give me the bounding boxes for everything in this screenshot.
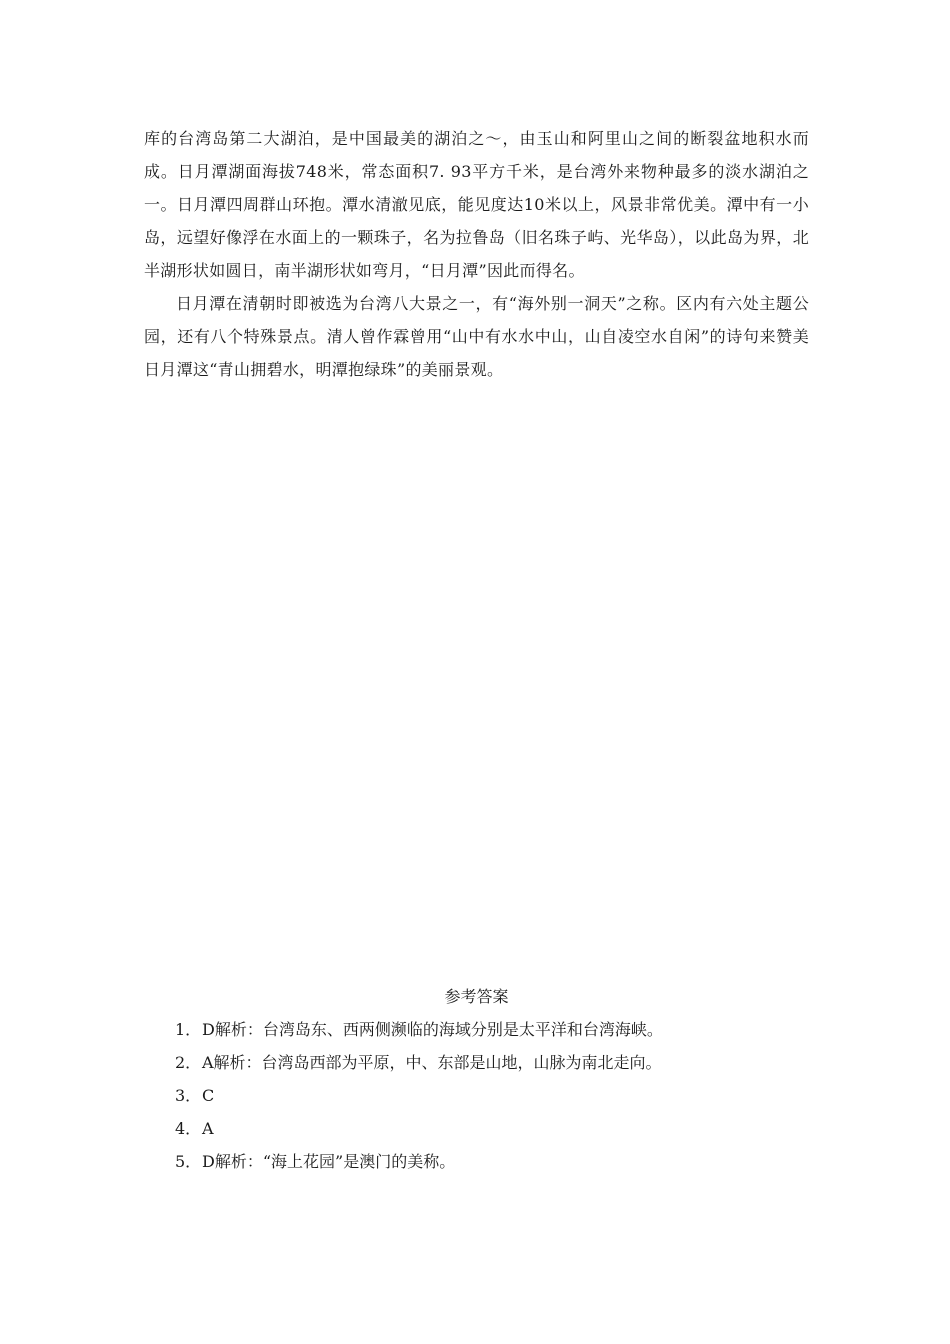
answer-number: 1． xyxy=(175,1020,202,1039)
answer-text: D解析：“海上花园”是澳门的美称。 xyxy=(202,1152,456,1171)
answer-number: 4． xyxy=(175,1119,202,1138)
answer-item-4 xyxy=(144,1112,809,1145)
answer-text: A解析：台湾岛西部为平原，中、东部是山地，山脉为南北走向。 xyxy=(202,1053,662,1072)
answer-item-5 xyxy=(144,1145,809,1178)
answer-text: D解析：台湾岛东、西两侧濒临的海域分别是太平洋和台湾海峡。 xyxy=(202,1020,663,1039)
article-paragraph-1: 库的台湾岛第二大湖泊，是中国最美的湖泊之～，由玉山和阿里山之间的断裂盆地积水而成。日月潭湖面海拔748米，常态面积7. 93平方千米，是台湾外来物种最多的淡水湖泊之一。日月潭四周群山环抱。潭水清澈见底，能见度达10米以上，风景非常优美。潭中有一小岛，远望好像浮在水面上的一颗珠子，名为拉鲁岛（旧名珠子屿、光华岛），以此岛为界，北半湖形状如圆日，南半湖形状如弯月，“日月潭”因此而得名。 xyxy=(144,129,809,280)
answer-number: 5． xyxy=(175,1152,202,1171)
answer-item-3 xyxy=(144,1079,809,1112)
answer-number: 2． xyxy=(175,1053,202,1072)
answer-text: C xyxy=(202,1086,215,1105)
article-body xyxy=(144,122,809,386)
answer-item-1 xyxy=(144,1013,809,1046)
answer-list xyxy=(144,1013,809,1178)
answer-section-title: 参考答案 xyxy=(444,987,509,1006)
answer-section xyxy=(144,980,809,1178)
answer-number: 3． xyxy=(175,1086,202,1105)
answer-text: A xyxy=(202,1119,214,1138)
answer-item-2 xyxy=(144,1046,809,1079)
article-paragraph-2: 日月潭在清朝时即被选为台湾八大景之一，有“海外别一洞天”之称。区内有六处主题公园，还有八个特殊景点。清人曾作霖曾用“山中有水水中山，山自凌空水自闲”的诗句来赞美日月潭这“青山拥碧水，明潭抱绿珠”的美丽景观。 xyxy=(144,294,809,379)
